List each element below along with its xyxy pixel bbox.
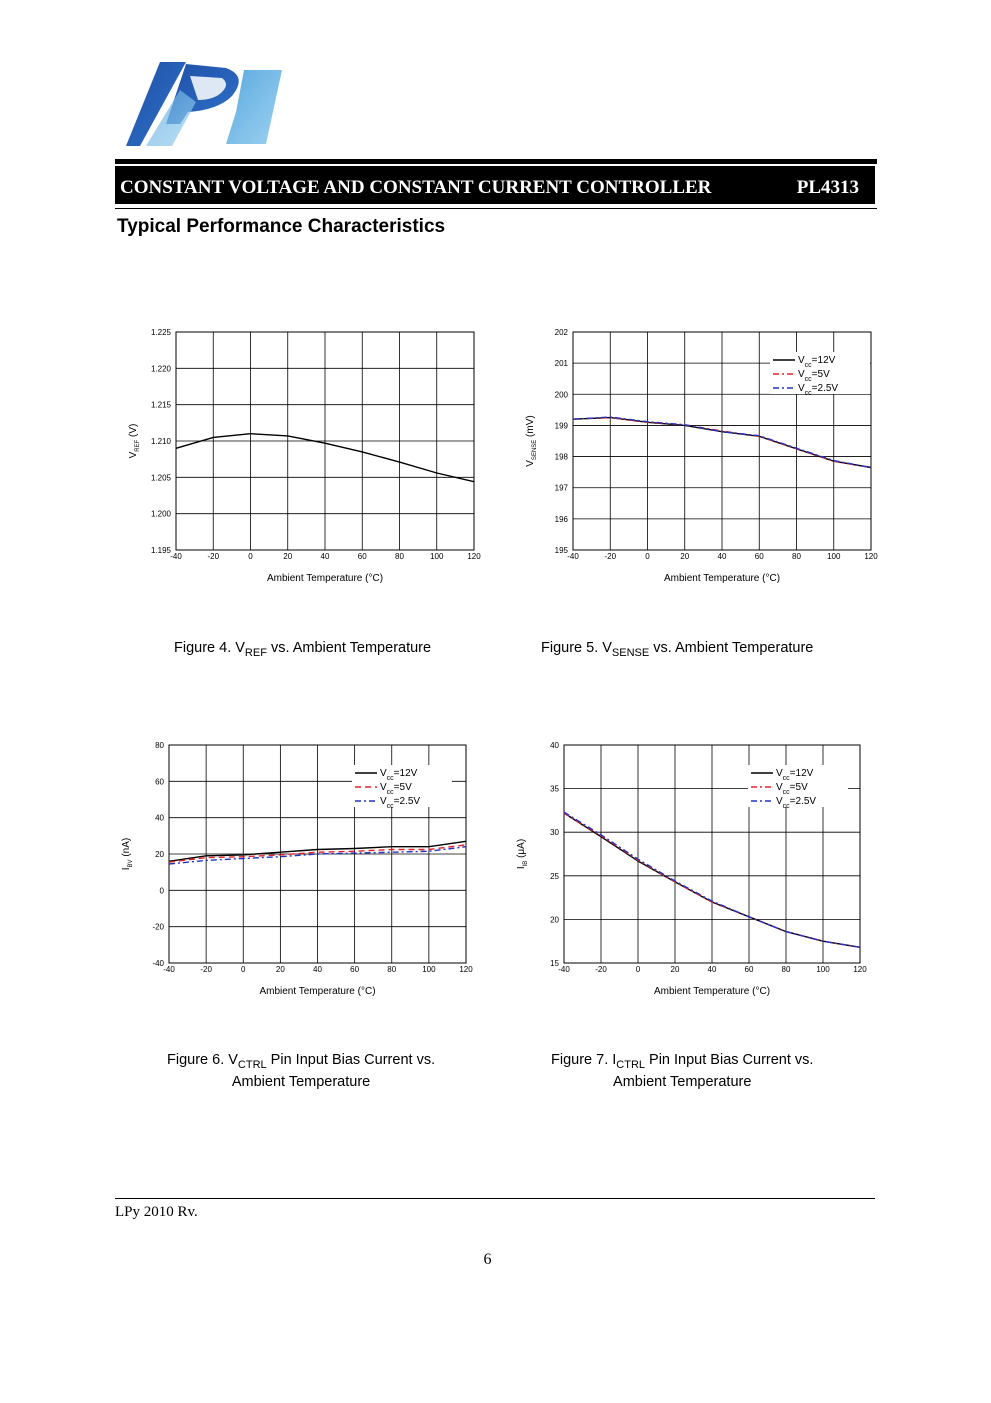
y-tick-label: 1.195 [150,546,171,555]
y-tick-label: 201 [554,359,568,369]
section-title: Typical Performance Characteristics [117,216,446,237]
x-tick-label: -40 [567,552,579,561]
y-tick-label: 1.200 [150,509,171,519]
x-tick-label: 0 [645,552,650,561]
y-tick-label: 1.220 [150,364,171,374]
x-tick-label: -40 [558,965,570,974]
y-tick-label: 40 [155,813,164,823]
legend-entry: $V_{cc}=2.5V$ [776,796,817,810]
x-tick-label: 40 [320,552,330,561]
y-tick-label: 25 [550,871,559,881]
caption-figure-7: Figure 7. $I_{CTRL}$ Pin Input Bias Current vs. Ambient Temperature [551,1052,814,1090]
x-tick-label: 20 [283,552,293,561]
x-axis-label: Ambient Temperature (°C) [259,986,376,997]
legend-entry: $V_{cc}=5V$ [776,782,808,796]
x-tick-label: 60 [744,965,754,974]
x-tick-label: 40 [717,552,727,561]
x-axis-label: Ambient Temperature (°C) [266,573,384,584]
x-tick-label: 80 [395,552,404,561]
x-tick-label: -20 [595,965,607,974]
y-axis-label: $I_{IB}$ (μA) [516,838,529,870]
y-tick-label: -40 [152,959,164,968]
x-tick-label: 20 [680,552,690,561]
footer-rule [115,1198,875,1199]
header-top-rule [115,159,877,164]
chart-iib-vs-temperature [510,735,900,1005]
part-number: PL4313 [796,177,859,198]
x-tick-label: 40 [707,965,717,974]
y-tick-label: 0 [159,886,164,896]
x-tick-label: 120 [853,965,867,974]
y-tick-label: 80 [155,741,164,750]
y-tick-label: 15 [550,959,559,968]
page-number: 6 [483,1251,492,1268]
footer-revision: LPy 2010 Rv. [115,1204,198,1220]
y-axis-label: $I_{BV}$ (nA) [121,837,134,871]
x-tick-label: 60 [357,552,367,561]
x-tick-label: 100 [827,552,841,561]
legend-entry: $V_{cc}=2.5V$ [380,796,421,810]
legend-entry: $V_{cc}=12V$ [380,768,418,782]
y-tick-label: 196 [554,514,568,524]
legend-entry: $V_{cc}=2.5V$ [798,383,839,397]
x-tick-label: 80 [781,965,791,974]
x-tick-label: -40 [170,552,182,561]
y-tick-label: 1.210 [150,437,171,446]
y-tick-label: 30 [550,828,559,838]
x-tick-label: 100 [816,965,830,974]
y-tick-label: 20 [550,915,559,925]
x-tick-label: 120 [864,552,878,561]
y-tick-label: 199 [554,421,568,431]
y-tick-label: 20 [155,850,164,859]
x-tick-label: 20 [670,965,680,974]
x-tick-label: 0 [248,552,253,561]
document-title: CONSTANT VOLTAGE AND CONSTANT CURRENT CONTROLLER [120,177,712,198]
y-axis-label: $V_{SENSE}$ (mV) [525,415,538,467]
y-axis-label: $V_{REF}$ (V) [128,423,141,459]
x-tick-label: 0 [635,965,641,974]
x-tick-label: 40 [313,965,322,974]
x-tick-label: 80 [387,965,397,974]
y-tick-label: 35 [550,784,559,794]
caption-figure-4: Figure 4. $V_{REF}$ vs. Ambient Temperature [174,640,432,659]
y-tick-label: 195 [554,546,568,555]
y-tick-label: 1.215 [150,400,171,410]
x-tick-label: 100 [430,552,444,561]
x-tick-label: -20 [200,965,212,974]
x-tick-label: 120 [467,552,481,561]
y-tick-label: -20 [152,922,164,932]
chart-ibv-vs-temperature [110,735,500,1005]
y-tick-label: 40 [550,741,559,750]
company-logo [126,62,286,148]
chart-vref-vs-temperature [110,322,500,592]
y-tick-label: 200 [554,390,568,400]
x-tick-label: 20 [275,965,285,974]
legend-entry: $V_{cc}=5V$ [798,369,830,383]
y-tick-label: 60 [155,777,164,787]
x-tick-label: -20 [207,552,220,561]
caption-figure-6: Figure 6. $V_{CTRL}$ Pin Input Bias Current vs. Ambient Temperature [167,1052,436,1090]
header-bar [115,166,875,204]
x-tick-label: 100 [422,965,436,974]
y-tick-label: 1.205 [150,473,171,483]
header-bottom-rule [115,208,877,209]
chart-vsense-vs-temperature [510,322,900,592]
y-tick-label: 197 [554,483,568,493]
x-tick-label: 0 [241,965,246,974]
legend-entry: $V_{cc}=12V$ [798,355,836,369]
caption-figure-5: Figure 5. $V_{SENSE}$ vs. Ambient Temperature [541,640,814,659]
y-tick-label: 202 [554,328,568,337]
legend-entry: $V_{cc}=5V$ [380,782,412,796]
x-axis-label: Ambient Temperature (°C) [653,986,771,997]
x-tick-label: 60 [754,552,764,561]
x-tick-label: 80 [792,552,801,561]
y-tick-label: 1.225 [150,328,171,337]
x-tick-label: 120 [459,965,473,974]
x-tick-label: -40 [163,965,175,974]
legend-entry: $V_{cc}=12V$ [776,768,814,782]
x-axis-label: Ambient Temperature (°C) [663,573,781,584]
x-tick-label: 60 [350,965,360,974]
y-tick-label: 198 [554,452,568,462]
x-tick-label: -20 [604,552,617,561]
